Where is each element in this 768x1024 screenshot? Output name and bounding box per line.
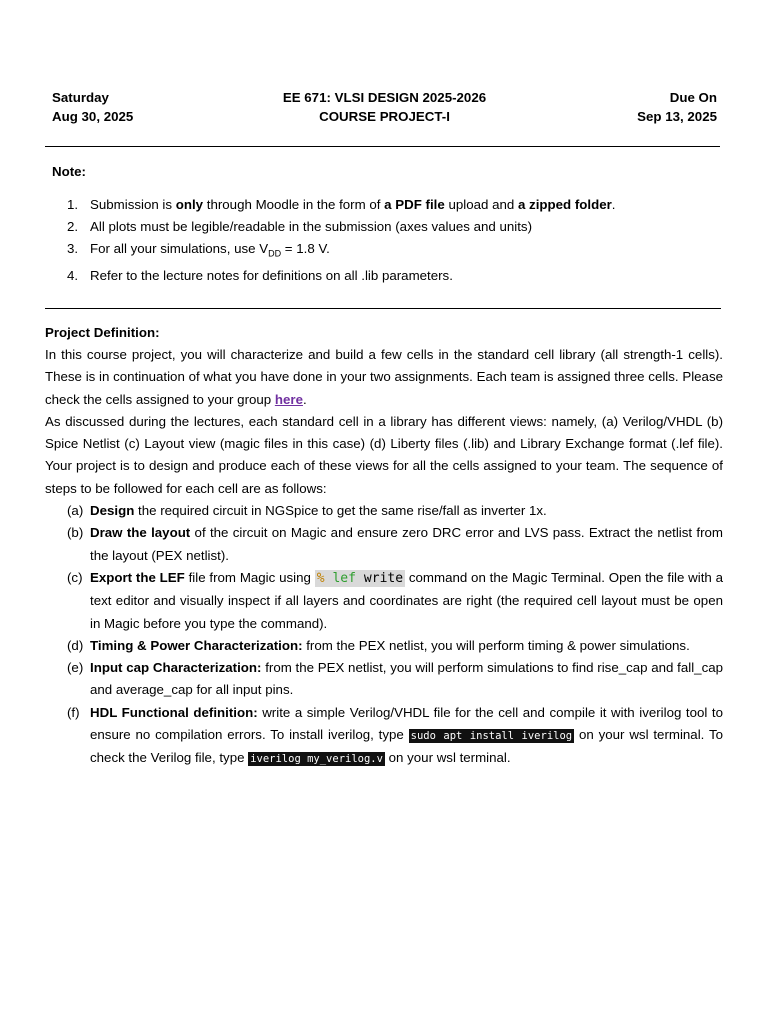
list-item (67, 194, 707, 216)
emphasis: Draw the layout (90, 525, 191, 541)
steps-list (45, 500, 723, 771)
list-number: 1. (67, 197, 79, 212)
list-number: 3. (67, 241, 79, 256)
emphasis: HDL Functional definition: (90, 704, 258, 720)
text: Refer to the lecture notes for definitions on all .lib parameters. (90, 267, 453, 283)
list-item (45, 500, 723, 522)
text: command on the Magic Terminal. Open the file with a text editor and visually inspect if all layers and coordinates are right (the required cell layout must be open in Magic before you type the command). (90, 569, 724, 631)
list-number: 2. (67, 219, 79, 234)
emphasis: Design (90, 503, 135, 519)
list-item (45, 635, 723, 657)
code-prompt: % (316, 570, 325, 586)
list-label: (f) (67, 704, 80, 720)
note-list (67, 194, 707, 287)
list-item (67, 216, 707, 238)
text: of the circuit on Magic and ensure zero DRC error and LVS pass. Extract the netlist from the layout (PEX netlist). (90, 525, 723, 563)
check-command-code: iverilog my_verilog.v (250, 753, 383, 766)
text: . (611, 197, 616, 212)
text: through Moodle in the form of (203, 197, 385, 212)
emphasis: Input cap Characterization: (90, 660, 262, 676)
emphasis: only (175, 197, 204, 212)
emphasis: a zipped folder (517, 197, 612, 212)
text: . (302, 391, 307, 407)
text: Submission is (90, 197, 176, 212)
section-title: Project Definition: (45, 325, 160, 340)
divider-middle (45, 308, 721, 309)
header-left (52, 88, 133, 126)
course-title: EE 671: VLSI DESIGN 2025-2026 (282, 90, 487, 105)
header-center (232, 88, 537, 126)
text: write a simple Verilog/VHDL file for the cell and compile it with iverilog tool to ensure no compilation errors. To install iverilog, type (90, 704, 723, 743)
header-right (637, 88, 717, 126)
due-label: Due On (669, 90, 717, 105)
subscript: DD (268, 248, 282, 259)
here-link[interactable]: here (274, 391, 303, 407)
text: All plots must be legible/readable in the submission (axes values and units) (90, 219, 532, 234)
text: = 1.8 V. (281, 241, 330, 256)
list-label: (d) (67, 637, 84, 653)
list-item (67, 238, 707, 265)
list-item (67, 265, 707, 287)
list-label: (b) (67, 525, 84, 541)
header-date: Aug 30, 2025 (52, 109, 134, 124)
list-item (45, 702, 723, 771)
list-item (45, 657, 723, 702)
lef-command-code (315, 570, 405, 587)
text: upload and (444, 197, 518, 212)
text: on your wsl terminal. To check the Verilog file, type (90, 727, 723, 766)
header-day: Saturday (52, 90, 109, 105)
text: In this course project, you will characterize and build a few cells in the standard cell library (all strength-1 cells). These is in continuation of what you have done in your two assignments. Each team is assigned three cells. Please check the cells assigned to your group (45, 347, 723, 407)
divider-top (45, 146, 720, 147)
code-text: write (363, 570, 404, 586)
list-label: (a) (67, 503, 84, 519)
text: on your wsl terminal. (384, 750, 511, 766)
project-title: COURSE PROJECT-I (319, 109, 450, 124)
code-keyword: lef (332, 570, 356, 586)
project-section (45, 322, 723, 771)
note-title: Note: (52, 164, 86, 179)
text: file from Magic using (184, 569, 315, 585)
due-date: Sep 13, 2025 (637, 109, 717, 124)
list-item (45, 522, 723, 567)
list-item (45, 567, 723, 635)
install-command-code: sudo apt install iverilog (410, 730, 573, 743)
list-label: (e) (67, 660, 84, 676)
page-header (52, 88, 717, 128)
text: For all your simulations, use V (90, 241, 269, 256)
paragraph-views: As discussed during the lectures, each standard cell in a library has different views: namely, (a) Verilog/VHDL (b) Spice Netlist (c) Layout view (magic files in this case) (d) Liberty files (.lib) and Library Exchange format (.lef file). Your project is to design and produce each of these views for all the cells assigned to your team. The sequence of steps to be followed for each cell are as follows: (45, 413, 723, 496)
emphasis: Export the LEF (90, 569, 185, 585)
text: from the PEX netlist, you will perform simulations to find rise_cap and fall_cap and average_cap for all input pins. (90, 660, 724, 698)
text: the required circuit in NGSpice to get the same rise/fall as inverter 1x. (134, 503, 547, 519)
list-number: 4. (67, 267, 79, 283)
list-label: (c) (67, 569, 83, 585)
paragraph-intro (45, 344, 723, 411)
emphasis: a PDF file (384, 197, 445, 212)
text: from the PEX netlist, you will perform timing & power simulations. (302, 637, 690, 653)
emphasis: Timing & Power Characterization: (90, 637, 303, 653)
